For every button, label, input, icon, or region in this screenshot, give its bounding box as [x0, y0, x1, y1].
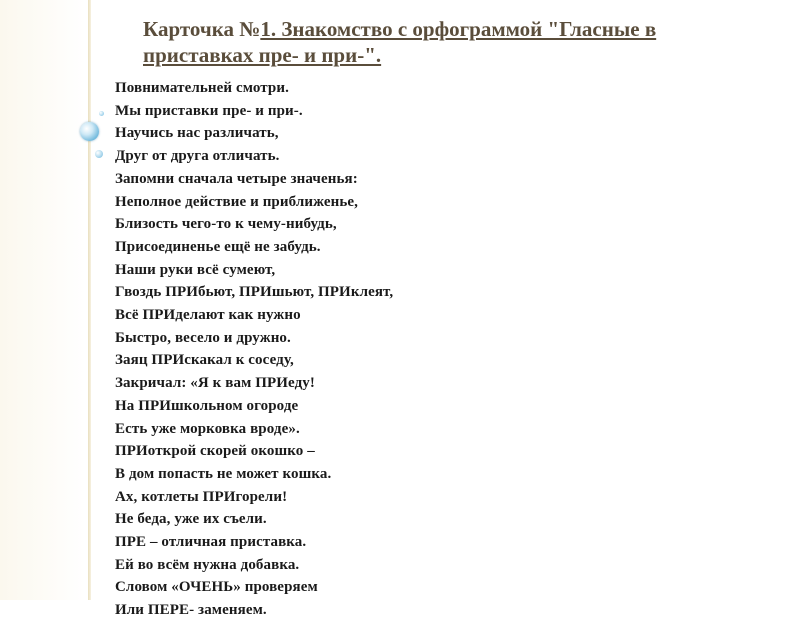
- poem-line: Друг от друга отличать.: [115, 148, 280, 165]
- title-underlined: 1. Знакомство с орфограммой "Гласные в приставках пре- и при-".: [143, 17, 657, 67]
- poem-line: Наши руки всё сумеют,: [115, 261, 276, 278]
- poem-line: Или ПЕРЕ- заменяем.: [115, 602, 267, 619]
- poem-line: Словом «ОЧЕНЬ» проверяем: [115, 579, 318, 596]
- poem-line: Закричал: «Я к вам ПРИеду!: [115, 375, 315, 392]
- poem-line: Научись нас различать,: [115, 125, 279, 142]
- poem-line: На ПРИшкольном огороде: [115, 397, 299, 414]
- title-prefix: Карточка №: [143, 17, 261, 41]
- poem-line: Есть уже морковка вроде».: [115, 420, 300, 437]
- poem-line: В дом попасть не может кошка.: [115, 465, 332, 482]
- poem-line: Заяц ПРИскакал к соседу,: [115, 352, 294, 369]
- poem-line: Присоединенье ещё не забудь.: [115, 238, 321, 255]
- poem-line: Быстро, весело и дружно.: [115, 329, 291, 346]
- poem-line: Всё ПРИделают как нужно: [115, 307, 301, 324]
- bubble-icon: [80, 122, 99, 141]
- poem-line: ПРИоткрой скорей окошко –: [115, 443, 315, 460]
- poem-line: Неполное действие и приближенье,: [115, 193, 359, 210]
- bubble-icon: [95, 150, 103, 158]
- poem-line: ПРЕ – отличная приставка.: [115, 534, 307, 551]
- poem-line: Близость чего-то к чему-нибудь,: [115, 216, 337, 233]
- decorative-side-band: [0, 0, 86, 600]
- slide-title: [143, 16, 743, 68]
- poem-line: Повнимательней смотри.: [115, 80, 289, 96]
- poem-line: Мы приставки пре- и при-.: [115, 102, 303, 119]
- poem-line: Запомни сначала четыре значенья:: [115, 170, 358, 187]
- poem-text: [115, 77, 755, 622]
- poem-line: Не беда, уже их съели.: [115, 511, 267, 528]
- poem-line: Ах, котлеты ПРИгорели!: [115, 488, 288, 505]
- poem-line: Гвоздь ПРИбьют, ПРИшьют, ПРИклеят,: [115, 284, 394, 301]
- poem-line: Ей во всём нужна добавка.: [115, 556, 300, 573]
- bubble-icon: [99, 111, 104, 116]
- decorative-vertical-line: [88, 0, 91, 600]
